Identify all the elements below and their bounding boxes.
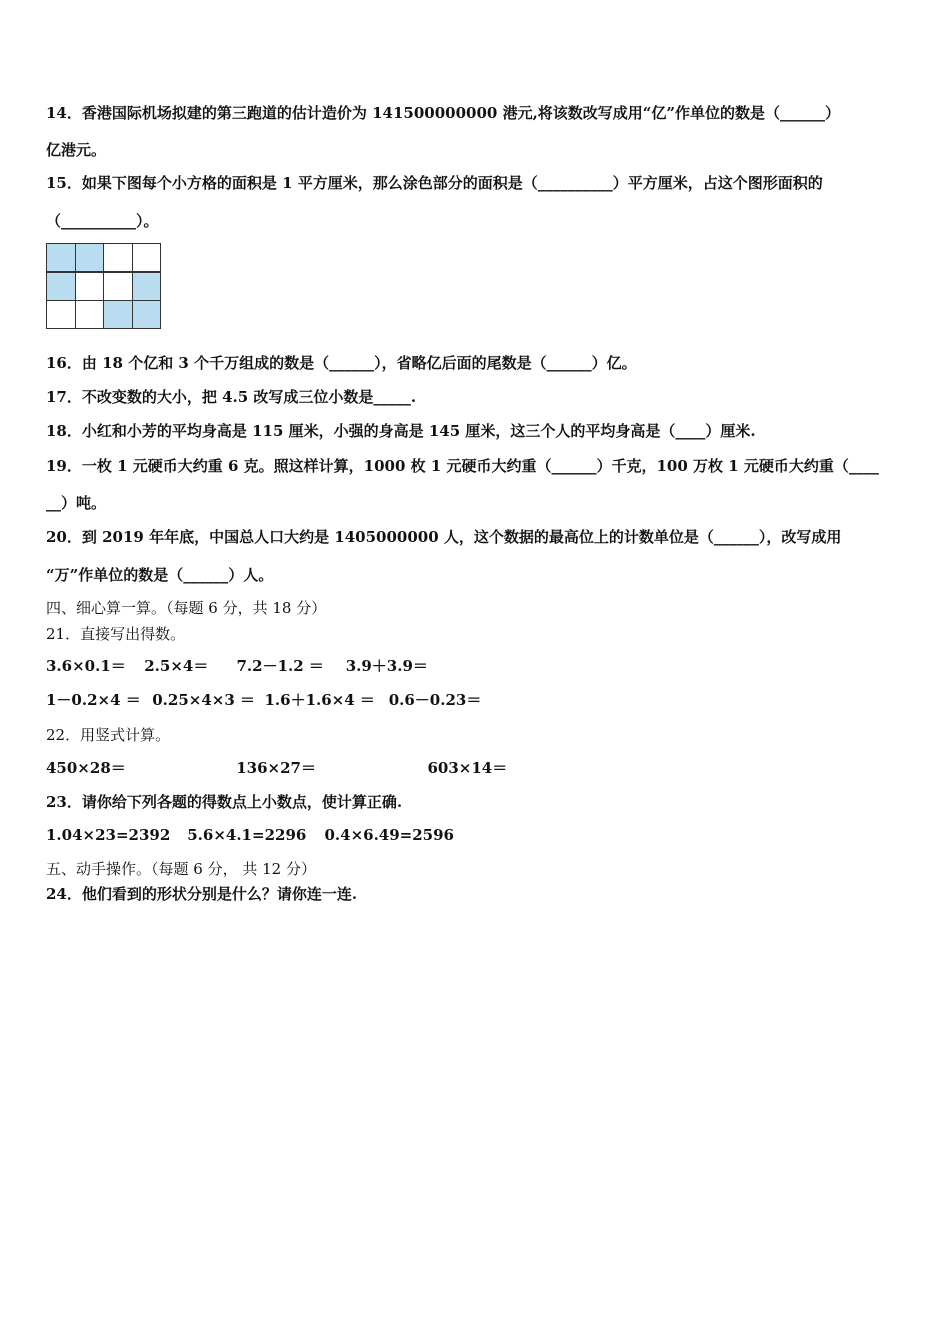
q22-item: 136×27＝ — [236, 759, 316, 777]
q21-row2 — [46, 690, 481, 710]
q21-item: 1.6＋1.6×4 ＝ — [264, 691, 375, 709]
q20-line2: “万”作单位的数是（______）人。 — [46, 566, 274, 584]
section-4-heading: 四、细心算一算。（每题 6 分，共 18 分） — [46, 599, 327, 617]
q21-item: 2.5×4＝ — [144, 657, 209, 675]
q21-item: 3.9＋3.9＝ — [345, 657, 428, 675]
area-grid-figure — [46, 243, 160, 329]
q21-row1 — [46, 656, 428, 676]
q21-item: 0.6－0.23＝ — [388, 691, 482, 709]
grid-cell — [132, 272, 162, 301]
q20-line1: 20．到 2019 年年底，中国总人口大约是 1405000000 人，这个数据的最高位上的计数单位是（______），改写成用 — [46, 528, 842, 546]
q22-item: 603×14＝ — [427, 759, 508, 777]
section-5-heading: 五、动手操作。（每题 6 分， 共 12 分） — [46, 860, 316, 878]
q21-item: 0.25×4×3 ＝ — [152, 691, 256, 709]
q22-items — [46, 758, 507, 778]
q14-line2: 亿港元。 — [46, 141, 107, 159]
q18: 18．小红和小芳的平均身高是 115 厘米，小强的身高是 145 厘米，这三个人的平均身高是（____）厘米. — [46, 422, 756, 440]
q24: 24．他们看到的形状分别是什么？请你连一连. — [46, 885, 358, 903]
grid-cell — [46, 272, 76, 301]
q16: 16．由 18 个亿和 3 个千万组成的数是（______），省略亿后面的尾数是（______）亿。 — [46, 354, 637, 372]
grid-cell — [103, 243, 133, 272]
q23-items — [46, 825, 454, 845]
q23-item: 5.6×4.1=2296 — [187, 826, 307, 844]
grid-cell — [103, 272, 133, 301]
q22-title: 22．用竖式计算。 — [46, 726, 171, 744]
grid-cell — [75, 300, 105, 329]
q14-line1: 14．香港国际机场拟建的第三跑道的估计造价为 141500000000 港元,将该数改写成用“亿”作单位的数是（______） — [46, 104, 841, 122]
q15-line1: 15．如果下图每个小方格的面积是 1 平方厘米，那么涂色部分的面积是（__________）平方厘米，占这个图形面积的 — [46, 174, 823, 192]
q22-item: 450×28＝ — [46, 759, 126, 777]
q23-title: 23．请你给下列各题的得数点上小数点，使计算正确. — [46, 793, 403, 811]
grid-cell — [75, 243, 105, 272]
q23-item: 0.4×6.49=2596 — [324, 826, 454, 844]
q21-item: 7.2－1.2 ＝ — [236, 657, 324, 675]
grid-cell — [46, 300, 76, 329]
grid-cell — [46, 243, 76, 272]
grid-cell — [103, 300, 133, 329]
q15-line2: （__________）。 — [46, 212, 159, 230]
q21-item: 1－0.2×4 ＝ — [46, 691, 141, 709]
grid-cell — [132, 243, 162, 272]
q19-line1: 19．一枚 1 元硬币大约重 6 克。照这样计算，1000 枚 1 元硬币大约重（______）千克，100 万枚 1 元硬币大约重（____ — [46, 457, 879, 475]
grid-cell — [75, 272, 105, 301]
q17: 17．不改变数的大小，把 4.5 改写成三位小数是_____. — [46, 388, 417, 406]
grid-cell — [132, 300, 162, 329]
q21-title: 21．直接写出得数。 — [46, 625, 186, 643]
q21-item: 3.6×0.1＝ — [46, 657, 126, 675]
q19-line2: __）吨。 — [46, 494, 107, 512]
q23-item: 1.04×23=2392 — [46, 826, 171, 844]
